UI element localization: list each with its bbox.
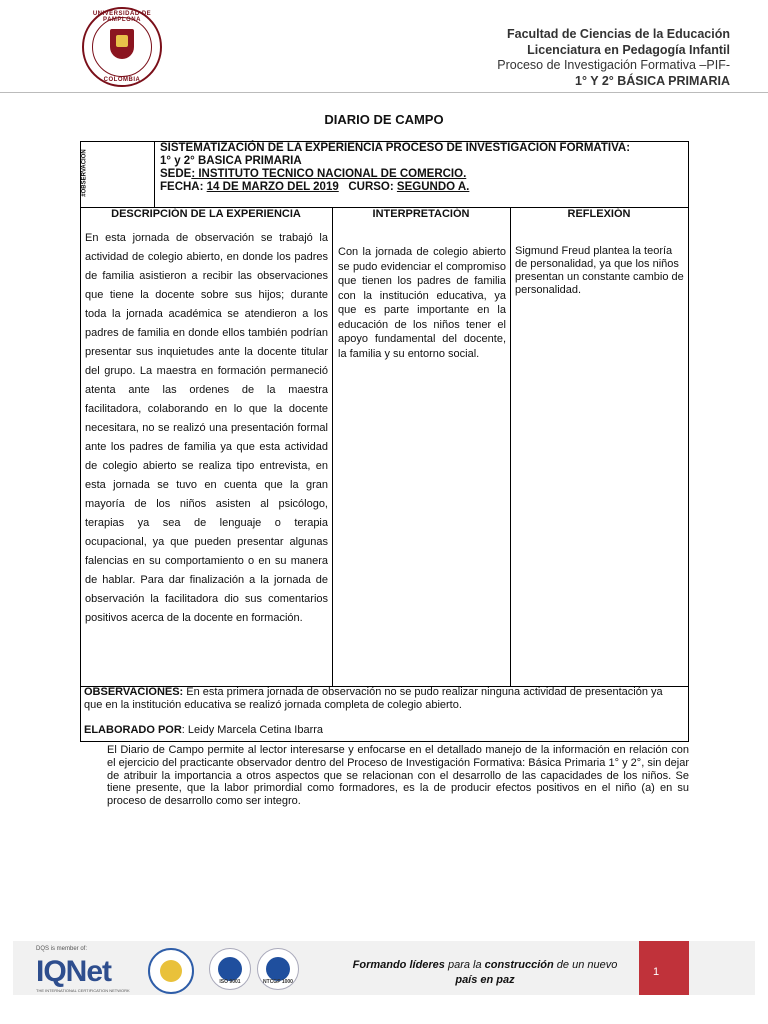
- university-seal-logo: [82, 7, 162, 87]
- observations-text: En esta primera jornada de observación no se pudo realizar ninguna actividad de presentación ya que en la institución educativa se realizó jornada completa de colegio abierto.: [84, 686, 663, 711]
- seal-bottom-text: COLOMBIA: [103, 77, 141, 83]
- iqnet-logo: DQS is member of: IQNet THE INTERNATIONAL CERTIFICATION NETWORK: [36, 946, 130, 993]
- fecha-line: FECHA: 14 DE MARZO DEL 2019 CURSO: SEGUNDO A.: [160, 181, 470, 193]
- page-number: 1: [653, 966, 660, 978]
- document-header: [497, 27, 730, 89]
- observation-side-label: #OBSERVACION: [81, 149, 88, 197]
- description-column-header: DESCRIPCIÓN DE LA EXPERIENCIA: [111, 208, 301, 220]
- ntcgp-1000-certification-icon: NTCGP 1000: [257, 948, 299, 990]
- program-name: Licenciatura en Pedagogía Infantil: [527, 42, 730, 57]
- observations-row: [84, 686, 684, 712]
- side-column-divider: [154, 141, 155, 207]
- sede-line: SEDE: INSTITUTO TECNICO NACIONAL DE COMERCIO.: [160, 168, 467, 180]
- process-name: Proceso de Investigación Formativa –PIF-: [497, 58, 730, 72]
- reflection-text: Sigmund Freud plantea la teoría de personalidad, ya que los niños presentan un constante cambio de personalidad.: [515, 245, 684, 296]
- interpretation-column-header: INTERPRETACIÓN: [372, 208, 470, 220]
- header-divider: [0, 92, 768, 93]
- footer-slogan: Formando líderes para la construcción de un nuevo país en paz: [352, 959, 618, 986]
- column-divider-2: [510, 207, 511, 686]
- page-title: DIARIO DE CAMPO: [324, 112, 444, 127]
- description-text: En esta jornada de observación se trabajó la actividad de colegio abierto, en donde los padres de familia asistieron a recibir las observaciones que tiene la docente sobre sus hijos; durante toda la jornada académica se atendieron a los padres de familia en donde ellos también podrían presentar sus inquietudes ante la docente titular del grupo. La maestra en formación permaneció atenta ante las ordenes de la maestra facilitadora, colaborando en lo que la docente necesitara, no se realizó una presentación formal ante los padres de familia ya que esta actividad de colegio abierto se realiza tipo entrevista, en esta jornada se tuvo en cuenta que la gran mayoría de los niños asisten al psicólogo, terapias ya sea de lenguaje o terapia ocupacional, ya que pueden presentar algunas falencias en su comportamiento o en su manera de hablar. Para dar finalización a la jornada de observación la facilitadora dio sus comentarios positivos acerca de la docente en formación.: [85, 232, 328, 624]
- shield-icon: [110, 29, 134, 59]
- colombia-seal-icon: [148, 948, 194, 994]
- elaborated-by-value: : Leidy Marcela Cetina Ibarra: [181, 724, 324, 736]
- elaborated-by-row: [84, 724, 323, 736]
- table-heading: [160, 142, 680, 194]
- reflection-column-header: REFLEXIÓN: [567, 208, 631, 220]
- interpretation-text: Con la jornada de colegio abierto se pudo evidenciar el compromiso que tienen los padres de familia con la institución educativa, ya que es parte importante en la educación de los niños tener el apoyo fundamental del docente, la familia y su entorno social.: [338, 246, 506, 360]
- iso-9001-certification-icon: ISO 9001: [209, 948, 251, 990]
- column-divider-1: [332, 207, 333, 686]
- faculty-name: Facultad de Ciencias de la Educación: [507, 27, 730, 41]
- grades-label: 1° Y 2° BÁSICA PRIMARIA: [575, 73, 730, 88]
- page-number-box: [639, 941, 689, 995]
- seal-top-text: UNIVERSIDAD DE PAMPLONA: [92, 11, 152, 23]
- heading-line-1: SISTEMATIZACIÓN DE LA EXPERIENCIA PROCESO DE INVESTIGACION FORMATIVA:: [160, 142, 631, 154]
- closing-paragraph: El Diario de Campo permite al lector interesarse y enfocarse en el detallado manejo de la información en relación con el ejercicio del practicante observador dentro del Proceso de Investigación Formativa: Básica Primaria 1° y 2°, sin dejar de atribuir la importancia a otros aspectos que se relacionan con el desarrollo de las capacidades de los niños. Se tiene presente, que la labor primordial como formadores, es la de producir efectos positivos en el niño (a) en su proceso de desarrollo como ser integro.: [107, 744, 689, 808]
- heading-line-2: 1° y 2° BASICA PRIMARIA: [160, 155, 302, 167]
- observations-label: OBSERVACIONES:: [84, 686, 184, 698]
- elaborated-by-label: ELABORADO POR: [84, 724, 182, 736]
